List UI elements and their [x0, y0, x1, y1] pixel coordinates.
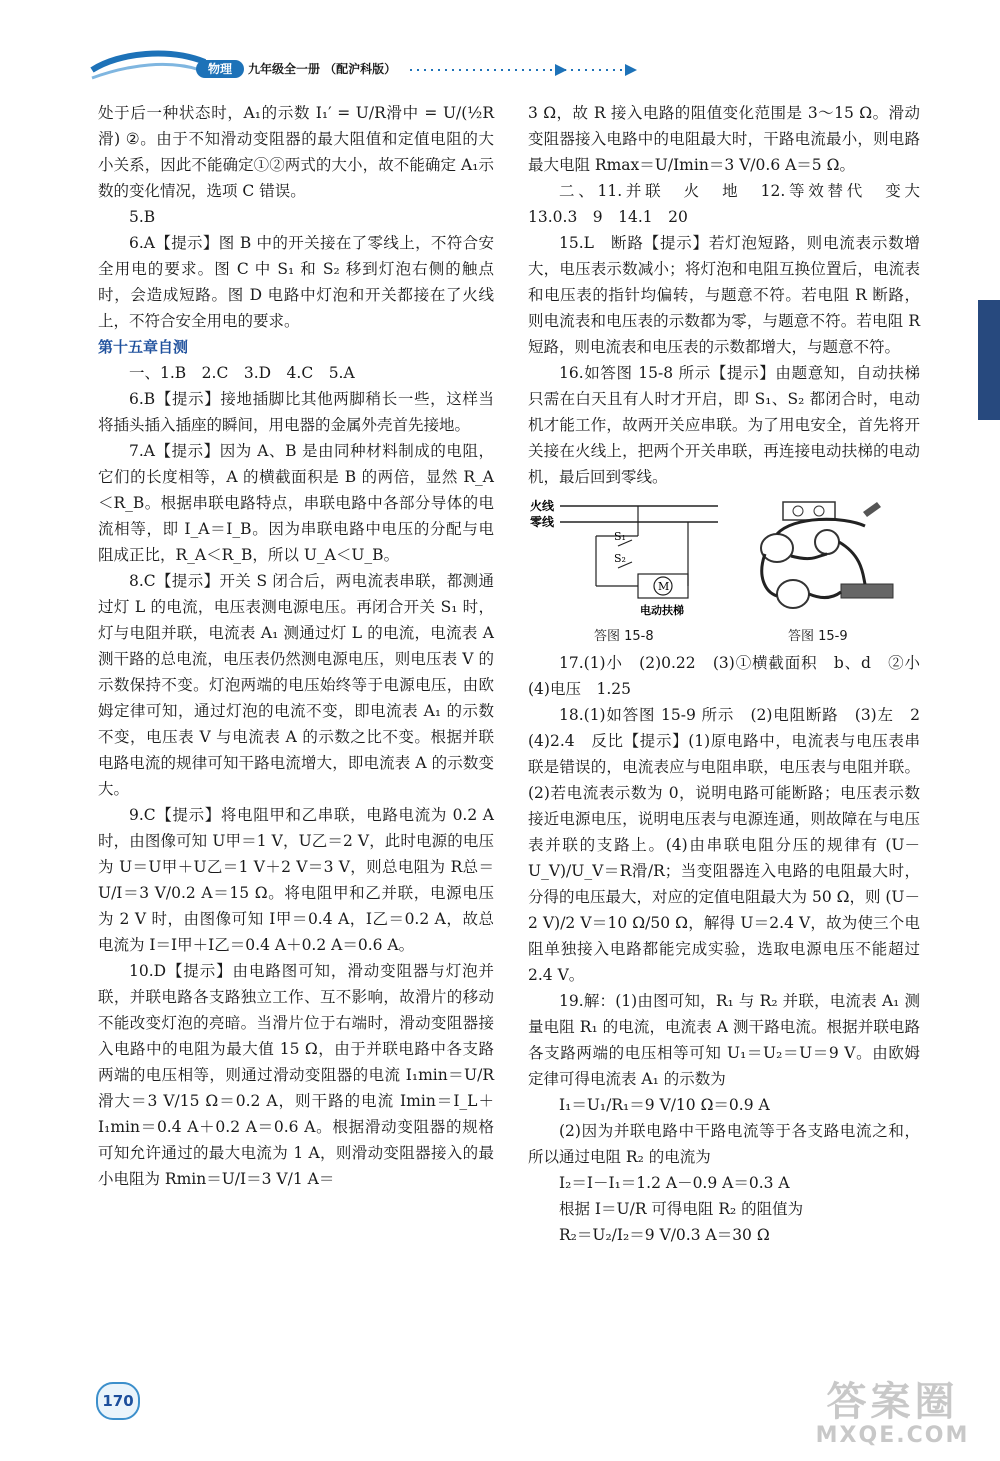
watermark-line2: MXQE.COM: [815, 1423, 970, 1448]
header-swoosh-icon: [0, 0, 1000, 100]
escalator-label: 电动扶梯: [640, 604, 684, 617]
formula: I₂＝I－I₁＝1.2 A－0.9 A＝0.3 A: [559, 1174, 790, 1192]
paragraph: 一、1.B 2.C 3.D 4.C 5.A: [129, 364, 355, 382]
subject-badge: 物理: [196, 60, 244, 78]
book-title: 九年级全一册 （配沪科版）: [248, 62, 397, 76]
paragraph: 17.(1)小 (2)0.22 (3)①横截面积 b、d ②小 (4)电压 1.25: [528, 654, 936, 698]
figure-caption: 答图 15-9: [788, 629, 848, 644]
formula: I₁＝U₁/R₁＝9 V/10 Ω＝0.9 A: [559, 1096, 770, 1114]
switch-s2-label: S₂: [614, 552, 626, 565]
watermark-line1: 答案圈: [826, 1379, 959, 1425]
paragraph: 19.解：(1)由图可知，R₁ 与 R₂ 并联，电流表 A₁ 测量电阻 R₁ 的电流，电流表 A 测干路电流。根据并联电路各支路两端的电压相等可知 U₁＝U₂＝U＝9 V。由欧姆定律可得电流表 A₁ 的示数为: [528, 992, 920, 1088]
paragraph: (2)因为并联电路中干路电流等于各支路电流之和，所以通过电阻 R₂ 的电流为: [528, 1122, 920, 1166]
paragraph: 18.(1)如答图 15-9 所示 (2)电阻断路 (3)左 2 (4)2.4 反比【提示】(1)原电路中，电流表与电压表串联是错误的，电流表应与电阻串联，电压表与电阻并联。(2)若电流表示数为 0，说明电路可能断路；电压表示数接近电源电压，说明电压表与电源连通，则故障在与电压表并联的支路上。(4)由串联电阻分压的规律有 (U－U_V)/U_V＝R滑/R；当变阻器连入电路的电阻最大时，分得的电压最大，对应的定值电阻最大为 50 Ω，则 (U－2 V)/2 V＝10 Ω/50 Ω，解得 U＝2.4 V，故为使三个电阻单独接入电路都能完成实验，选取电源电压不能超过 2.4 V。: [528, 706, 936, 984]
figures-row: [528, 496, 920, 646]
figure-caption: 答图 15-8: [594, 629, 654, 644]
paragraph: 8.C【提示】开关 S 闭合后，两电流表串联，都测通过灯 L 的电流，电压表测电源电压。再闭合开关 S₁ 时，灯与电阻并联，电流表 A₁ 测通过灯 L 的电流，电流表 A 测干路的总电流，电压表仍然测电源电压，则电压表 V 的示数保持不变。灯泡两端的电压始终等于电源电压，由欧姆定律可知，通过灯泡的电流不变，即电流表 A₁ 的示数不变，电压表 V 与电流表 A 的示数之比不变。根据并联电路电流的规律可知干路电流增大，即电流表 A 的示数变大。: [98, 572, 494, 798]
paragraph: 处于后一种状态时，A₁的示数 I₁′ = U/R滑中 = U/(½R滑) ②。由于不知滑动变阻器的最大阻值和定值电阻的大小关系，因此不能确定①②两式的大小，故不能确定 A₁示数的变化情况，选项 C 错误。: [98, 104, 494, 200]
page-header: [0, 0, 1000, 100]
paragraph: 9.C【提示】将电阻甲和乙串联，电路电流为 0.2 A时，由图像可知 U甲＝1 V，U乙＝2 V，此时电源的电压为 U＝U甲＋U乙＝1 V＋2 V＝3 V，则总电阻为 R总＝U/I＝3 V/0.2 A＝15 Ω。将电阻甲和乙并联，电源电压为 2 V 时，由图像可知 I甲＝0.4 A，I乙＝0.2 A，故总电流为 I＝I甲＋I乙＝0.4 A＋0.2 A＝0.6 A。: [98, 806, 494, 954]
left-column: [98, 100, 494, 1192]
paragraph: 7.A【提示】因为 A、B 是由同种材料制成的电阻，它们的长度相等，A 的横截面积是 B 的两倍，显然 R_A＜R_B。根据串联电路特点，串联电路中各部分导体的电流相等，即 I_A＝I_B。因为串联电路中电压的分配与电阻成正比，R_A＜R_B，所以 U_A＜U_B。: [98, 442, 494, 564]
page-number: 170: [96, 1382, 140, 1420]
watermark-logo: [800, 1380, 985, 1452]
paragraph: 6.B【提示】接地插脚比其他两脚稍长一些，这样当将插头插入插座的瞬间，用电器的金属外壳首先接地。: [98, 390, 494, 434]
right-column: [528, 100, 936, 1248]
paragraph: 6.A【提示】图 B 中的开关接在了零线上，不符合安全用电的要求。图 C 中 S₁ 和 S₂ 移到灯泡右侧的触点时，会造成短路。图 D 电路中灯泡和开关都接在了火线上，不符合安全用电的要求。: [98, 234, 494, 330]
switch-s1-label: S₁: [614, 530, 626, 543]
paragraph: 15.L 断路【提示】若灯泡短路，则电流表示数增大，电压表示数减小；将灯泡和电阻互换位置后，电流表和电压表的指针均偏转，与题意不符。若电阻 R 断路，则电流表和电压表的示数都为零，与题意不符。若电阻 R 短路，则电流表和电压表的示数都增大，与题意不符。: [528, 234, 920, 356]
paragraph: 二、11.并联 火 地 12.等效替代 变大 13.0.3 9 14.1 20: [528, 182, 936, 226]
section-title: 第十五章自测: [98, 338, 189, 356]
live-wire-label: 火线: [530, 499, 555, 513]
formula: R₂＝U₂/I₂＝9 V/0.3 A＝30 Ω: [559, 1226, 770, 1244]
paragraph: 5.B: [129, 208, 156, 226]
paragraph: 10.D【提示】由电路图可知，滑动变阻器与灯泡并联，并联电路各支路独立工作、互不影响，故滑片的移动不能改变灯泡的亮暗。当滑片位于右端时，滑动变阻器接入电路中的电阻为最大值 15 Ω，由于并联电路中各支路两端的电压相等，则通过滑动变阻器的电流 I₁min＝U/R滑大＝3 V/15 Ω＝0.2 A，则干路的电流 Imin＝I_L＋I₁min＝0.4 A＋0.2 A＝0.6 A。根据滑动变阻器的规格可知允许通过的最大电流为 1 A，则滑动变阻器接入的最小电阻为 Rmin＝U/I＝3 V/1 A＝: [98, 962, 494, 1188]
circuit-photo-15-9: [753, 496, 903, 621]
neutral-wire-label: 零线: [530, 515, 555, 529]
paragraph: 16.如答图 15-8 所示【提示】由题意知，自动扶梯只需在白天且有人时才开启，即 S₁、S₂ 都闭合时，电动机才能工作，故两开关应串联。为了用电安全，首先将开关接在火线上，把两个开关串联，再连接电动扶梯的电动机，最后回到零线。: [528, 364, 920, 486]
motor-label: M: [658, 580, 670, 593]
circuit-diagram-15-8: [528, 496, 728, 621]
paragraph: 根据 I＝U/R 可得电阻 R₂ 的阻值为: [559, 1200, 804, 1218]
paragraph: 3 Ω，故 R 接入电路的阻值变化范围是 3～15 Ω。滑动变阻器接入电路中的电阻最大时，干路电流最小，则电路最大电阻 Rmax＝U/Imin＝3 V/0.6 A＝5 Ω。: [528, 104, 920, 174]
chapter-edge-tab: [978, 300, 1000, 420]
